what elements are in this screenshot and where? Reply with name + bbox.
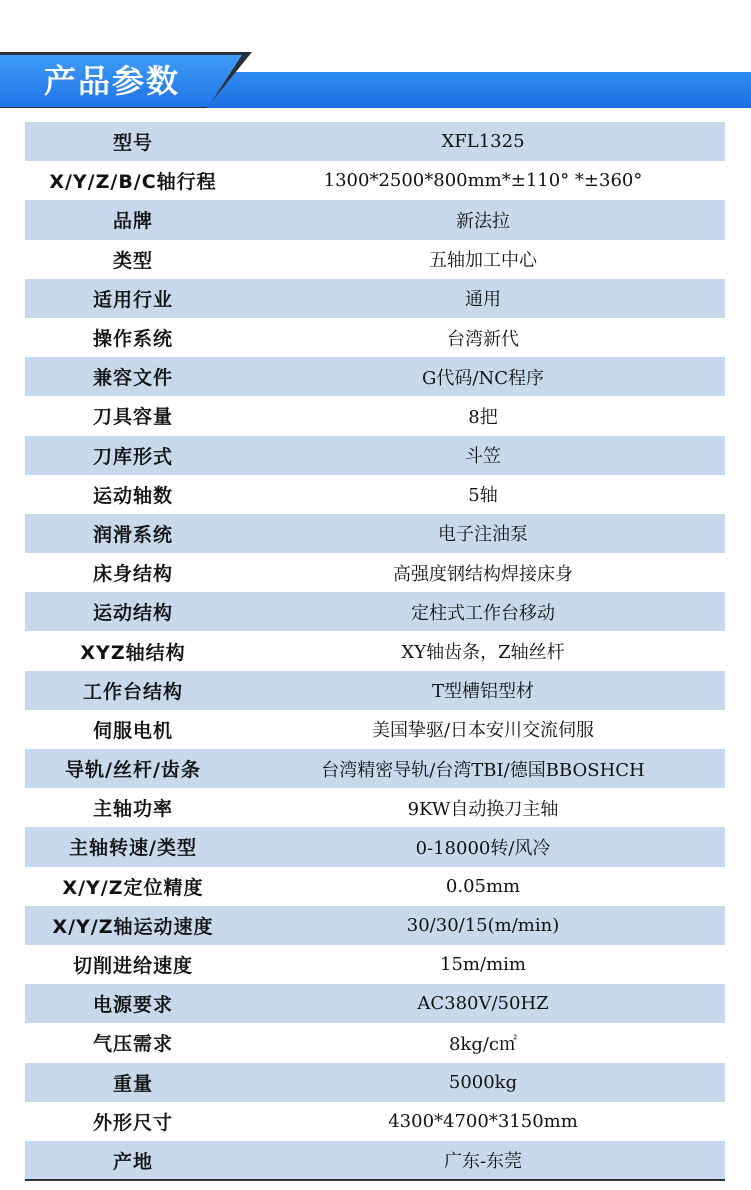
spec-row — [25, 475, 725, 514]
spec-value: 台湾新代 — [447, 328, 519, 350]
spec-row — [25, 553, 725, 592]
spec-label: 操作系统 — [92, 328, 173, 351]
spec-label: 类型 — [112, 249, 153, 272]
spec-value: 台湾精密导轨/台湾TBI/德国BBOSHCH — [241, 749, 725, 788]
spec-label: X/Y/Z定位精度 — [62, 876, 204, 899]
spec-label: 主轴功率 — [92, 798, 173, 821]
header-accent-bar — [200, 72, 751, 108]
spec-value: 斗笠 — [241, 436, 725, 475]
spec-value: 8kg/c㎡ — [448, 1033, 518, 1055]
spec-value: AC380V/50HZ — [241, 984, 725, 1023]
spec-value: 0-18000转/风冷 — [241, 827, 725, 866]
spec-value: 30/30/15(m/min) — [241, 906, 725, 945]
spec-value: 9KW自动换刀主轴 — [407, 798, 559, 820]
spec-row — [25, 357, 725, 396]
spec-row — [25, 788, 725, 827]
spec-label: 电源要求 — [25, 984, 241, 1023]
spec-label: 主轴转速/类型 — [25, 827, 241, 866]
spec-row — [25, 514, 725, 553]
spec-row — [25, 631, 725, 670]
spec-value: 定柱式工作台移动 — [241, 592, 725, 631]
spec-value: 4300*4700*3150mm — [388, 1110, 578, 1132]
spec-row — [25, 827, 725, 866]
spec-label: 运动结构 — [25, 592, 241, 631]
spec-row — [25, 671, 725, 710]
spec-row — [25, 396, 725, 435]
spec-value: 五轴加工中心 — [429, 250, 537, 272]
spec-value: XY轴齿条，Z轴丝杆 — [401, 642, 565, 664]
spec-table — [25, 122, 725, 1180]
spec-value: 高强度钢结构焊接床身 — [393, 563, 573, 585]
spec-table-body — [25, 122, 725, 1180]
spec-value: XFL1325 — [241, 122, 725, 161]
spec-label: 重量 — [25, 1063, 241, 1102]
spec-label: 刀具容量 — [92, 406, 173, 429]
spec-row — [25, 1102, 725, 1141]
spec-value: 广东-东莞 — [241, 1141, 725, 1180]
spec-value: 8把 — [468, 406, 498, 428]
spec-value: 5轴 — [468, 485, 498, 507]
spec-value: 15m/mim — [440, 954, 526, 976]
spec-label: 伺服电机 — [92, 719, 173, 742]
bottom-divider — [25, 1179, 725, 1181]
spec-row — [25, 279, 725, 318]
spec-row — [25, 200, 725, 239]
spec-label: 床身结构 — [92, 563, 173, 586]
spec-value: T型槽铝型材 — [241, 671, 725, 710]
spec-label: 型号 — [25, 122, 241, 161]
spec-value: G代码/NC程序 — [241, 357, 725, 396]
spec-row — [25, 906, 725, 945]
spec-row — [25, 984, 725, 1023]
spec-label: X/Y/Z轴运动速度 — [25, 906, 241, 945]
spec-value: 美国挚驱/日本安川交流伺服 — [371, 720, 595, 742]
spec-label: 运动轴数 — [92, 484, 173, 507]
spec-label: XYZ轴结构 — [80, 641, 186, 664]
spec-row — [25, 161, 725, 200]
spec-label: 润滑系统 — [25, 514, 241, 553]
spec-label: 品牌 — [25, 200, 241, 239]
spec-row — [25, 710, 725, 749]
section-title: 产品参数 — [44, 62, 181, 100]
spec-row — [25, 1141, 725, 1180]
spec-value: 通用 — [241, 279, 725, 318]
spec-value: 1300*2500*800mm*±110° *±360° — [323, 170, 643, 192]
spec-row — [25, 122, 725, 161]
spec-value: 0.05mm — [445, 875, 521, 897]
spec-label: 气压需求 — [92, 1033, 173, 1056]
spec-row — [25, 1063, 725, 1102]
spec-label: 适用行业 — [25, 279, 241, 318]
spec-label: 工作台结构 — [25, 671, 241, 710]
spec-label: 兼容文件 — [25, 357, 241, 396]
spec-value: 5000kg — [241, 1063, 725, 1102]
spec-label: 刀库形式 — [25, 436, 241, 475]
spec-value: 新法拉 — [241, 200, 725, 239]
spec-row — [25, 240, 725, 279]
spec-row — [25, 945, 725, 984]
spec-row — [25, 436, 725, 475]
spec-row — [25, 318, 725, 357]
spec-row — [25, 1023, 725, 1062]
spec-label: 外形尺寸 — [92, 1111, 173, 1134]
spec-value: 电子注油泵 — [241, 514, 725, 553]
spec-label: 切削进给速度 — [72, 955, 193, 978]
spec-label: 导轨/丝杆/齿条 — [25, 749, 241, 788]
spec-row — [25, 592, 725, 631]
spec-row — [25, 867, 725, 906]
spec-label: 产地 — [25, 1141, 241, 1180]
section-header — [0, 52, 751, 110]
spec-row — [25, 749, 725, 788]
spec-label: X/Y/Z/B/C轴行程 — [49, 171, 217, 194]
